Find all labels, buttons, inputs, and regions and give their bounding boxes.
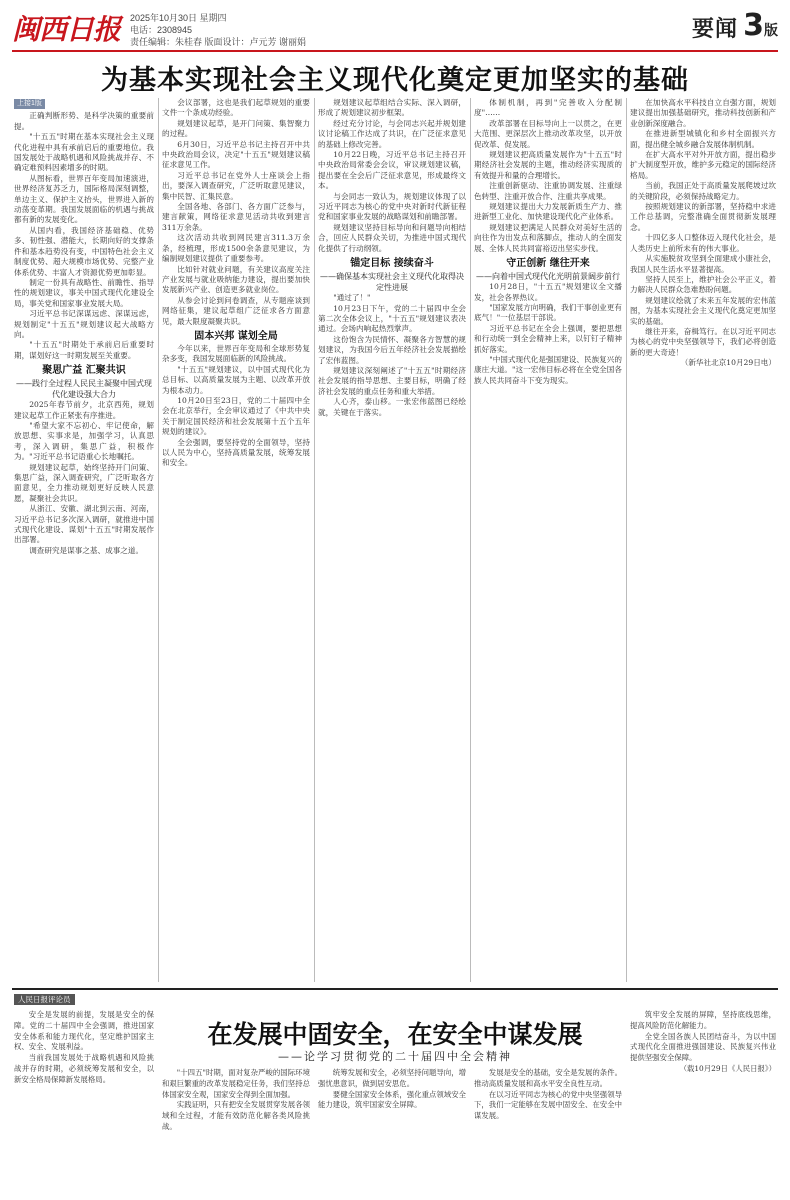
subhead-3: 锚定目标 接续奋斗	[350, 258, 434, 270]
paragraph: 在以习近平同志为核心的党中央坚强领导下，我们一定能够在发展中固安全、在安全中谋发展。	[474, 1089, 622, 1121]
paragraph: 按照规划建议的新部署，坚持稳中求进工作总基调，完整准确全面贯彻新发展理念。	[630, 202, 776, 232]
paragraph: 10月22日晚，习近平总书记主持召开中央政治局常委会会议，审议规划建议稿，提出要在全会后广泛征求意见，形成最终文本。	[318, 150, 466, 191]
top-divider	[12, 50, 778, 52]
paragraph: "十五五"规划建议，以中国式现代化为总目标、以高质量发展为主题、以改革开放为根本动力。	[162, 364, 310, 395]
paragraph: 6月30日，习近平总书记主持召开中共中央政治局会议，决定"十五五"规划建议稿征求意见工作。	[162, 139, 310, 170]
column-divider	[626, 98, 627, 982]
paragraph: 比如针对就业问题，有关建议高度关注产业发展与就业吸纳能力建设，提出要加快发展新兴产业、创造更多就业岗位。	[162, 264, 310, 295]
commentary-col-3-paragraphs	[318, 1068, 466, 1111]
commentary-column-5	[630, 1010, 776, 1192]
commentary-credit: （载10月29日《人民日报》）	[679, 1063, 776, 1073]
paragraph: 安全是发展的前提，发展是安全的保障。党的二十届四中全会强调，推进国家安全体系和能力现代化，坚定维护国家主权、安全、发展利益。	[14, 1010, 154, 1052]
paragraph: 全国各地、各部门、各方面广泛参与，建言献策，网络征求意见活动共收到建言311万余条。	[162, 202, 310, 232]
commentary-column-4	[474, 1068, 622, 1192]
paragraph: 规划建议坚持目标导向和问题导向相结合，回应人民群众关切，为推进中国式现代化提供了行动纲领。	[318, 222, 466, 253]
commentary-col-2-paragraphs	[162, 1068, 310, 1133]
paragraph: 从图标看，世界百年变局加速演进，世界经济复苏乏力，国际格局深刻调整，单边主义、保护主义抬头，世界进入新的动荡变革期。我国发展面临的机遇与挑战都有新的发展变化。	[14, 173, 154, 225]
paragraph: 规划建议把满足人民群众对美好生活的向往作为出发点和落脚点，推动人的全面发展、全体人民共同富裕迈出坚实步伐。	[474, 222, 622, 253]
commentary-headline: 在发展中固安全，在安全中谋发展	[207, 1020, 583, 1049]
subhead-2: 固本兴邦 谋划全局	[194, 330, 278, 342]
commentary-col-5-paragraphs	[630, 1010, 776, 1064]
paragraph: 要健全国家安全体系，强化重点领域安全能力建设，筑牢国家安全屏障。	[318, 1089, 466, 1110]
paragraph: 实践证明，只有把安全发展贯穿发展各领域和全过程，才能有效防范化解各类风险挑战。	[162, 1100, 310, 1131]
paragraph: 习近平总书记在党外人士座谈会上指出，要深入调查研究，广泛听取意见建议，集中民智、汇集民意。	[162, 170, 310, 201]
continued-from-label: 上接1版	[14, 99, 45, 109]
paragraph: 今年以来，世界百年变局和全球形势复杂多变，我国发展面临新的风险挑战。	[162, 343, 310, 364]
paragraph: 制定一份具有战略性、前瞻性、指导性的规划建议，事关中国式现代化建设全局，事关党和国家事业发展大局。	[14, 277, 154, 308]
paragraph: 改革部署在目标导向上一以贯之，在更大范围、更深层次上推动改革攻坚，以开放促改革、促发展。	[474, 118, 622, 149]
paragraph: 规划建议起草组结合实际、深入调研，形成了规划建议初步框架。	[318, 98, 466, 118]
paragraph: 当前我国发展处于战略机遇和风险挑战并存的时期，必须统筹发展和安全，以新安全格局保障新发展格局。	[14, 1053, 154, 1084]
paragraph: 10月20日至23日，党的二十届四中全会在北京举行，全会审议通过了《中共中央关于制定国民经济和社会发展第十五个五年规划的建议》。	[162, 395, 310, 437]
paragraph: 与会同志一致认为，规划建议体现了以习近平同志为核心的党中央对新时代新征程党和国家事业发展的战略谋划和前瞻部署。	[318, 191, 466, 222]
column-1-paragraphs	[14, 111, 154, 361]
subsubhead-1: ——践行全过程人民民主凝聚中国式现代化建设强大合力	[16, 379, 152, 400]
paragraph: 正确判断形势、是科学决策的重要前提。	[14, 111, 154, 131]
column-2-paragraphs	[162, 98, 310, 327]
paragraph: 规划建议把高质量发展作为"十五五"时期经济社会发展的主题，推动经济实现质的有效提升和量的合理增长。	[474, 150, 622, 180]
paragraph: "十五五"时期处于承前启后重要时期，谋划好这一时期发展至关重要。	[14, 340, 154, 360]
column-5-paragraphs	[630, 98, 776, 358]
main-headline: 为基本实现社会主义现代化奠定更加坚实的基础	[101, 65, 689, 96]
page-number-value: 3	[743, 8, 764, 43]
page-number	[743, 8, 778, 43]
paragraph: 2025年春节前夕，北京西苑，规划建议起草工作正紧张有序推进。	[14, 400, 154, 420]
commentator-label: 人民日报评论员	[14, 994, 75, 1005]
paragraph: "中国式现代化是强国建设、民族复兴的康庄大道。"这一宏伟目标必将在全党全国各族人民共同奋斗下变为现实。	[474, 354, 622, 385]
column-divider	[470, 98, 471, 982]
paragraph: 统筹发展和安全，必须坚持问题导向，增强忧患意识，做到居安思危。	[318, 1068, 466, 1088]
paragraph: 坚持人民至上，维护社会公平正义，着力解决人民群众急难愁盼问题。	[630, 274, 776, 295]
paragraph: 全会强调，要坚持党的全面领导，坚持以人民为中心，坚持高质量发展，统筹发展和安全。	[162, 437, 310, 468]
subhead-4: 守正创新 继往开来	[506, 258, 590, 270]
commentary-col-1-paragraphs	[14, 1010, 154, 1086]
paragraph: 这次活动共收到网民建言311.3万余条，经梳理，形成1500余条意见建议，为编制规划建议提供了重要参考。	[162, 233, 310, 264]
subsubhead-3: ——确保基本实现社会主义现代化取得决定性进展	[320, 272, 464, 293]
section-name: 要闻	[691, 17, 738, 42]
paragraph: 从国内看，我国经济基础稳、优势多、韧性强、潜能大，长期向好的支撑条件和基本趋势没有变，中国特色社会主义制度优势、超大规模市场优势、完整产业体系优势、丰富人才资源优势更加彰显。	[14, 225, 154, 277]
subsubhead-4: ——向着中国式现代化光明前景阔步前行	[476, 272, 620, 282]
column-4b-paragraphs	[474, 282, 622, 386]
subhead-1: 聚思广益 汇聚共识	[42, 365, 126, 377]
paragraph: 继往开来，奋楫笃行。在以习近平同志为核心的党中央坚强领导下，我们必将创造新的更大奇迹！	[630, 326, 776, 357]
paragraph: 这份饱含为民情怀、凝聚各方智慧的规划建议，为我国今后五年经济社会发展描绘了宏伟蓝图。	[318, 334, 466, 365]
paragraph: 在加快高水平科技自立自强方面，规划建议提出加强基础研究，推动科技创新和产业创新深度融合。	[630, 98, 776, 128]
issue-date: 2025年10月30日 星期四	[130, 13, 227, 23]
commentary-column-1	[14, 1010, 154, 1192]
article-column-1	[14, 98, 154, 982]
paragraph: 在推进新型城镇化和乡村全面振兴方面，提出健全城乡融合发展体制机制。	[630, 129, 776, 149]
paragraph: 从参会讨论到问卷调查，从专题座谈到网络征集，建议起草组广泛征求各方面意见，最大限度凝聚共识。	[162, 295, 310, 326]
bottom-divider	[12, 988, 778, 990]
paragraph: 当前，我国正处于高质量发展爬坡过坎的关键阶段，必须保持战略定力。	[630, 181, 776, 201]
paragraph: "希望大家不忘初心、牢记使命，解放思想、实事求是，加强学习，认真思考，深入调研，集思广益，积极作为。"习近平总书记语重心长地嘱托。	[14, 420, 154, 462]
column-2b-paragraphs	[162, 344, 310, 469]
column-divider	[158, 98, 159, 982]
commentary-column-3	[318, 1068, 466, 1192]
paragraph: "十五五"时期在基本实现社会主义现代化进程中具有承前启后的重要地位。我国发展处于战略机遇和风险挑战并存、不确定难预料因素增多的时期。	[14, 132, 154, 173]
article-column-3	[318, 98, 466, 982]
paragraph: 注重创新驱动、注重协调发展、注重绿色转型、注重开放合作、注重共享成果。	[474, 181, 622, 201]
paragraph: "国家发展方向明确，我们干事创业更有底气！"一位基层干部说。	[474, 302, 622, 323]
article-column-2	[162, 98, 310, 982]
paragraph: 规划建议绘就了未来五年发展的宏伟蓝图，为基本实现社会主义现代化奠定更加坚实的基础。	[630, 295, 776, 326]
column-3-paragraphs	[318, 98, 466, 254]
paragraph: 全党全国各族人民团结奋斗，为以中国式现代化全面推进强国建设、民族复兴伟业提供坚强安全保障。	[630, 1031, 776, 1063]
paragraph: 人心齐，泰山移。一张宏伟蓝图已经绘就，关键在于落实。	[318, 397, 466, 417]
column-3b-paragraphs	[318, 293, 466, 418]
commentary-subheadline: ——论学习贯彻党的二十届四中全会精神	[278, 1050, 512, 1063]
masthead	[12, 6, 778, 50]
commentary-col-4-paragraphs	[474, 1068, 622, 1122]
page-suffix: 版	[764, 23, 778, 39]
paragraph: 经过充分讨论，与会同志兴起并规划建议讨论稿工作达成了共识，在广泛征求意见的基础上修改完善。	[318, 118, 466, 149]
paragraph: 10月23日下午，党的二十届四中全会第二次全体会议上，"十五五"规划建议表决通过。会场内响起热烈掌声。	[318, 303, 466, 334]
paragraph: "通过了！"	[333, 293, 371, 303]
paragraph: "十四五"时期，面对复杂严峻的国际环境和艰巨繁重的改革发展稳定任务，我们坚持总体国家安全观，国家安全得到全面加强。	[162, 1068, 310, 1099]
article-column-5	[630, 98, 776, 982]
phone-number: 电话：2308945	[130, 25, 193, 35]
paragraph: 体制机制，再到"完善收入分配制度"……	[474, 98, 622, 118]
paragraph: 习近平总书记在全会上强调，要把思想和行动统一到全会精神上来，以钉钉子精神抓好落实。	[474, 323, 622, 354]
paragraph: 规划建议提出大力发展新质生产力、推进新型工业化、加快建设现代化产业体系。	[474, 202, 622, 222]
paragraph: 调查研究是谋事之基、成事之道。	[29, 545, 144, 555]
paragraph: 筑牢安全发展的屏障，坚持底线思维，提高风险防范化解能力。	[630, 1010, 776, 1030]
column-1b-paragraphs	[14, 400, 154, 556]
paragraph: 习近平总书记深谋远虑、深谋远虑，规划制定"十五五"规划建议起大战略方向。	[14, 309, 154, 339]
newspaper-logo: 闽西日报	[12, 13, 121, 46]
paragraph: 会议部署，这也是我们起草规划的重要文件一个条成功经验。	[162, 98, 310, 118]
paragraph: 从浙江、安徽、湖北到云南、河南，习近平总书记多次深入调研，就推进中国式现代化建设、谋划"十五五"时期发展作出部署。	[14, 504, 154, 545]
paragraph: 在扩大高水平对外开放方面，提出稳步扩大制度型开放，维护多元稳定的国际经济格局。	[630, 150, 776, 180]
column-4-paragraphs	[474, 98, 622, 254]
paragraph: 从实施脱贫攻坚到全面建成小康社会，我国人民生活水平显著提高。	[630, 254, 776, 274]
paragraph: 十四亿多人口整体迈入现代化社会，是人类历史上前所未有的伟大事业。	[630, 233, 776, 253]
article-column-4	[474, 98, 622, 982]
issue-meta	[130, 12, 312, 48]
paragraph: 规划建议深刻阐述了"十五五"时期经济社会发展的指导思想、主要目标，明确了经济社会发展的重点任务和重大举措。	[318, 365, 466, 396]
commentary-column-2	[162, 1068, 310, 1192]
paragraph: 10月28日，"十五五"规划建议全文播发，社会各界热议。	[474, 282, 622, 302]
paragraph: 规划建议起草，是开门问策、集智聚力的过程。	[162, 118, 310, 139]
dateline-credit: （新华社北京10月29日电）	[680, 358, 776, 368]
paragraph: 规划建议起草，始终坚持开门问策、集思广益，深入调查研究，广泛听取各方面意见，全力推动规划更好反映人民意愿，凝聚社会共识。	[14, 462, 154, 503]
editors-line: 责任编辑：朱桂春 版面设计：卢元芳 谢丽娟	[130, 37, 307, 47]
column-divider	[314, 98, 315, 982]
paragraph: 发展是安全的基础，安全是发展的条件。推动高质量发展和高水平安全良性互动。	[474, 1068, 622, 1088]
